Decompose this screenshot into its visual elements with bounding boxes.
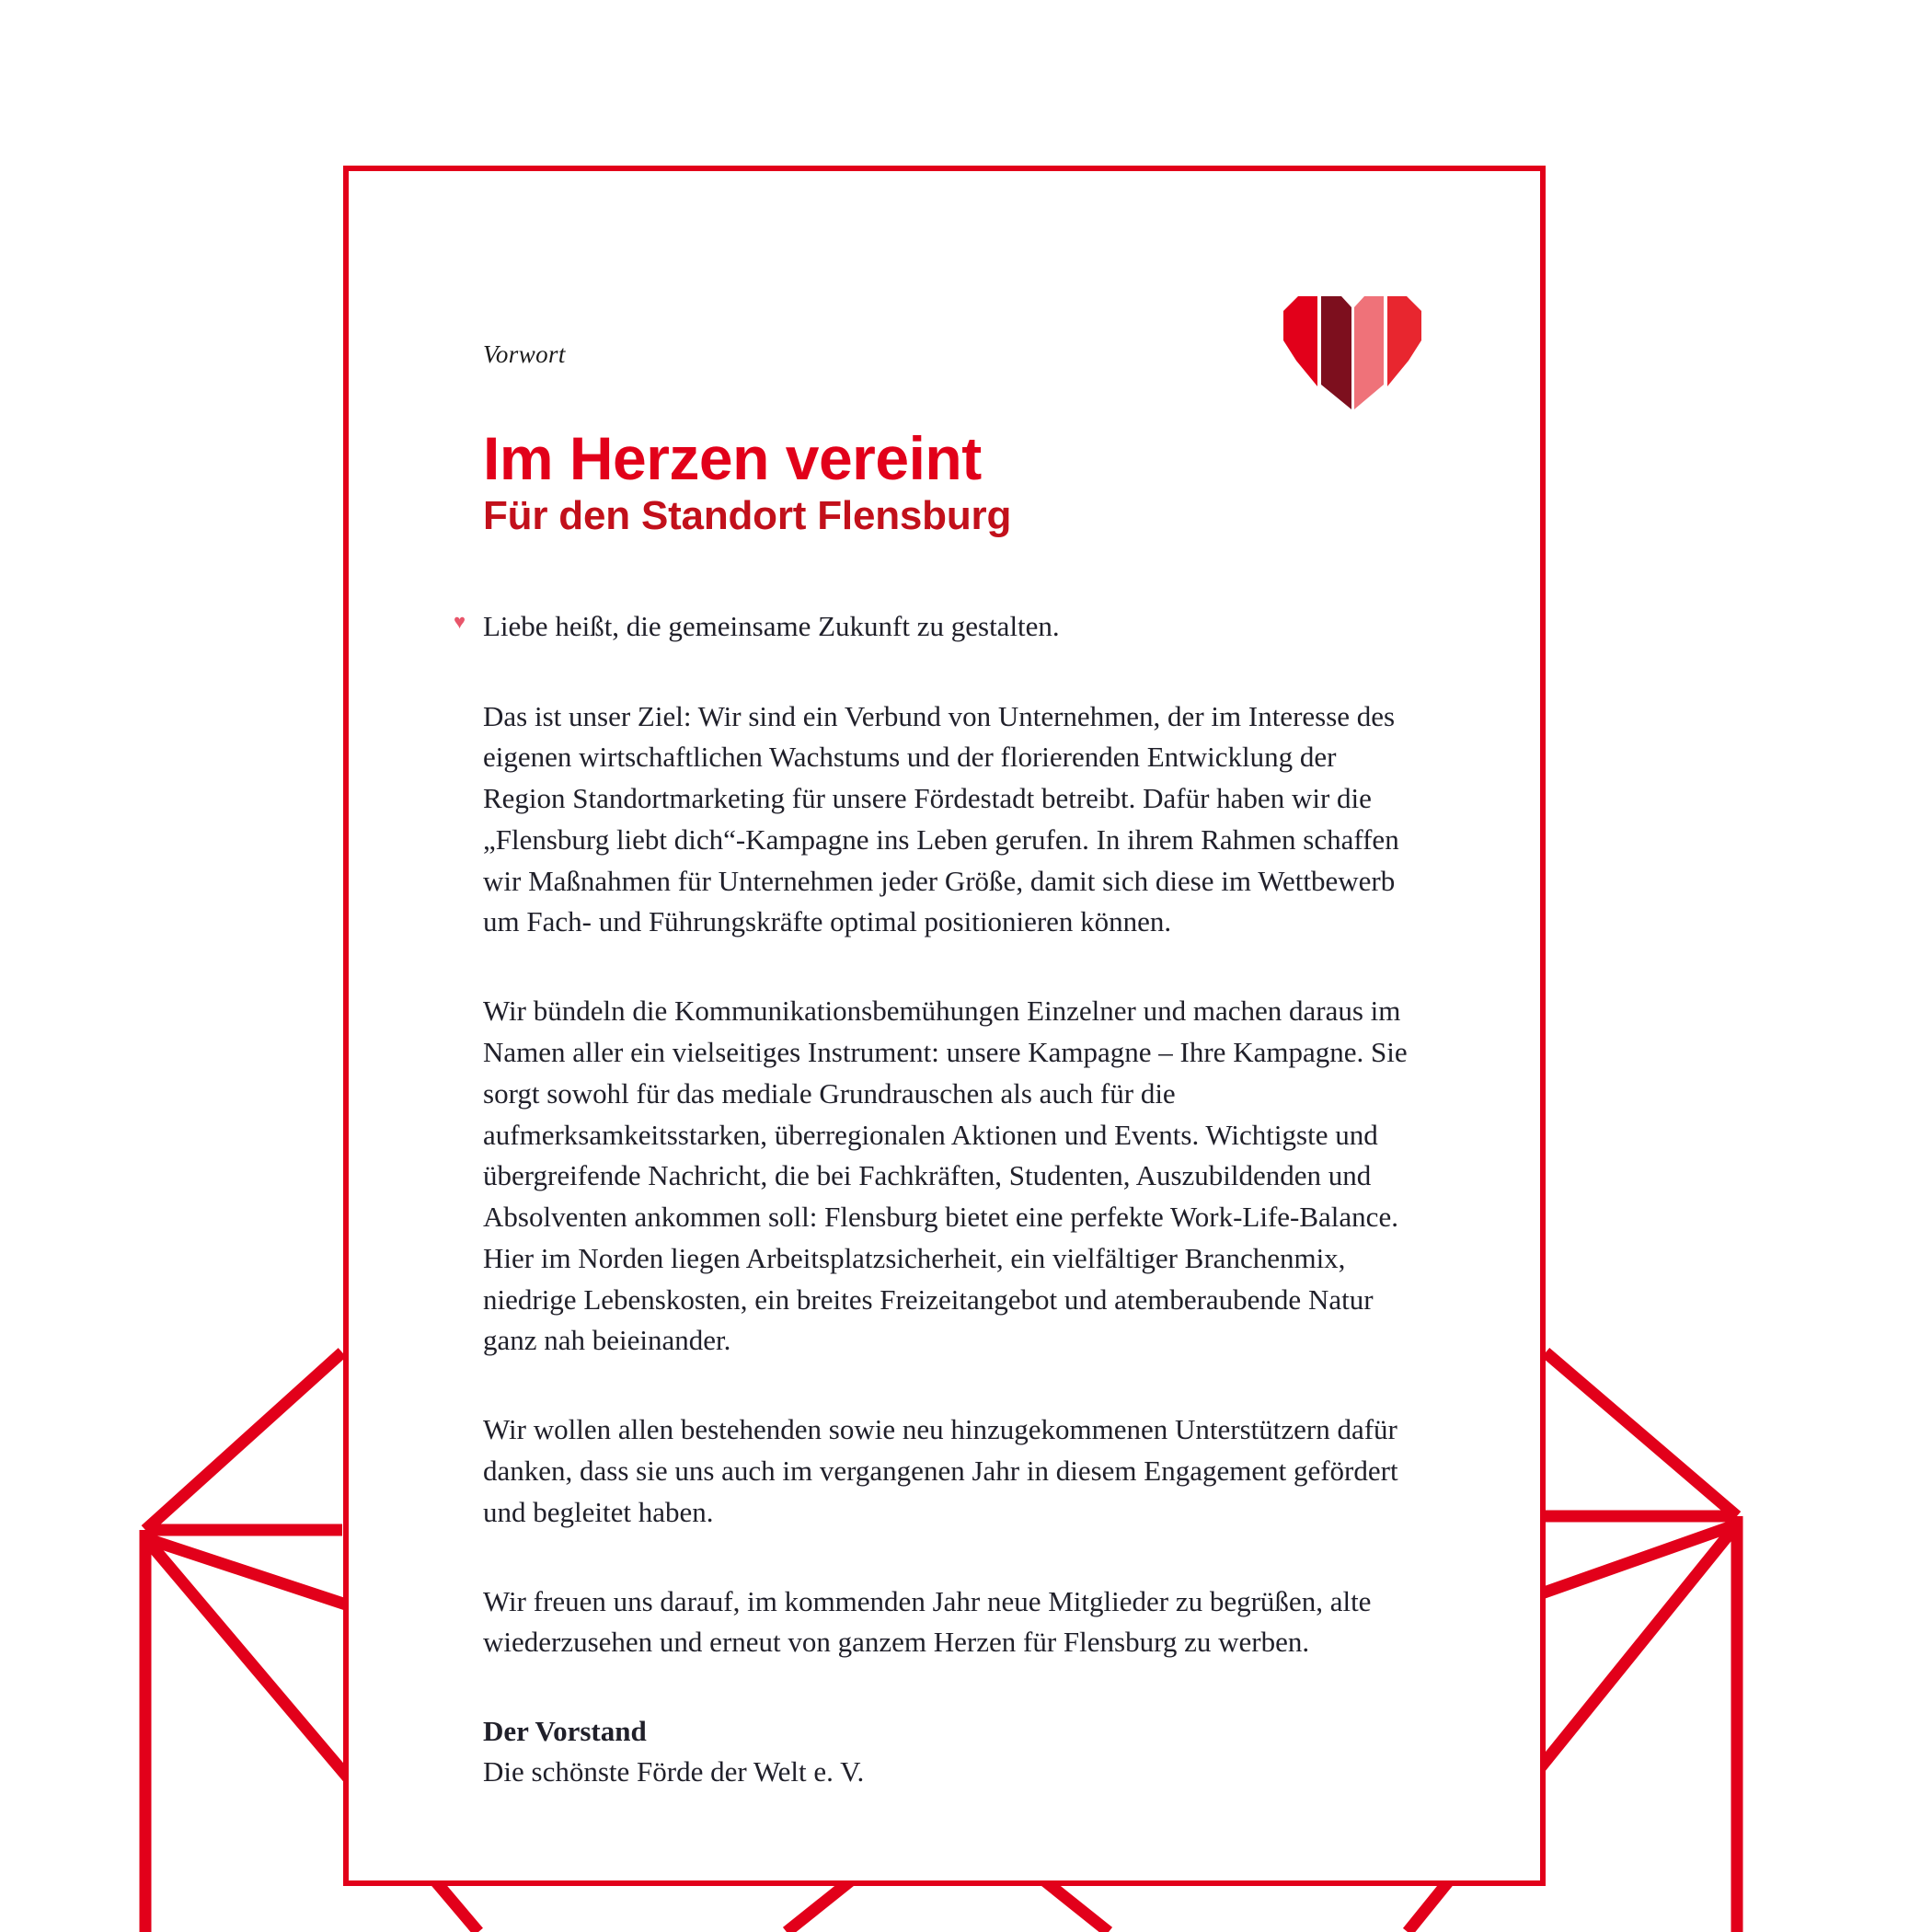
body-paragraph: Wir wollen allen bestehenden sowie neu hinzugekommenen Unterstützern dafür danken, dass sie uns auch im vergangenen Jahr in diesem Engagement gefördert und begleitet haben. <box>483 1413 1398 1528</box>
letter-content <box>454 340 1421 1791</box>
envelope-right-upper-flap <box>1546 1352 1737 1516</box>
envelope-left-upper-flap <box>145 1352 342 1530</box>
body-paragraph: Wir freuen uns darauf, im kommenden Jahr neue Mitglieder zu begrüßen, alte wiederzusehen und erneut von ganzem Herzen für Flensburg zu werben. <box>483 1584 1372 1659</box>
body-paragraph: Das ist unser Ziel: Wir sind ein Verbund von Unternehmen, der im Interesse des eigenen wirtschaftlichen Wachstums und der florierenden Entwicklung der Region Standortmarketing für unsere Fördestadt betreibt. Dafür haben wir die „Flensburg liebt dich“-Kampagne ins Leben gerufen. In ihrem Rahmen schaffen wir Maßnahmen für Unternehmen jeder Größe, damit sich diese im Wettbewerb um Fach- und Führungskräfte optimal positionieren können. <box>483 699 1399 938</box>
page-subtitle: Für den Standort Flensburg <box>483 493 1012 538</box>
heart-bullet-icon: ♥ <box>454 609 466 633</box>
signature-organization: Die schönste Förde der Welt e. V. <box>483 1754 865 1788</box>
body-paragraph: Wir bündeln die Kommunikationsbemühungen Einzelner und machen daraus im Namen aller ein vielseitiges Instrument: unsere Kampagne – Ihre Kampagne. Sie sorgt sowohl für das mediale Grundrauschen als auch für die aufmerksamkeitsstarken, überregionalen Aktionen und Events. Wichtigste und übergreifende Nachricht, die bei Fachkräften, Studenten, Auszubildenden und Absolventen ankommen soll: Flensburg bietet eine perfekte Work-Life-Balance. Hier im Norden liegen Arbeitsplatzsicherheit, ein vielfältiger Branchenmix, niedrige Lebenskosten, ein breites Freizeitangebot und atemberaubende Natur ganz nah beieinander. <box>483 995 1408 1357</box>
signature-block <box>483 1711 1421 1791</box>
kicker-label: Vorwort <box>483 340 566 368</box>
lead-statement <box>454 606 1421 647</box>
page-title: Im Herzen vereint <box>483 424 982 492</box>
signature-role: Der Vorstand <box>483 1715 647 1748</box>
lead-statement-text: Liebe heißt, die gemeinsame Zukunft zu gestalten. <box>483 609 1060 642</box>
